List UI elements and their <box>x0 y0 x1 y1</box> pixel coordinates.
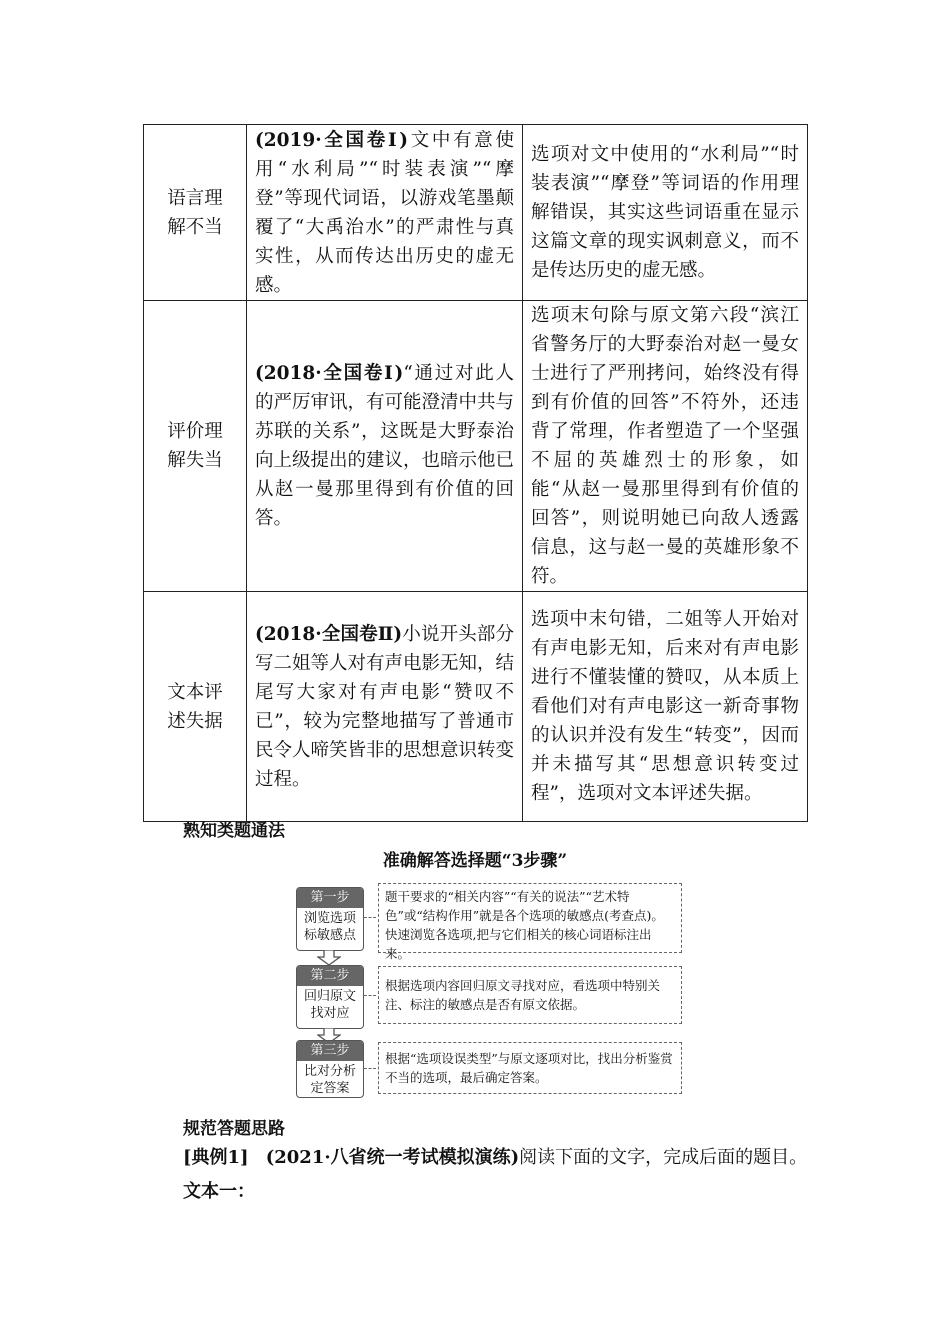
dashed-connector <box>364 995 376 996</box>
option-example-cell: (2019·全国卷Ⅰ)文中有意使用“水利局”“时装表演”“摩登”等现代词语，以游戏笔墨颠覆了“大禹治水”的严肃性与真实性，从而传达出历史的虚无感。 <box>247 125 523 301</box>
step-name: 比对分析 定答案 <box>303 1064 356 1096</box>
step-2-description: 根据选项内容回归原文寻找对应，看选项中特别关注、标注的敏感点是否有原文依据。 <box>378 966 682 1024</box>
step-1-box <box>296 887 364 951</box>
analysis-cell: 选项末句除与原文第六段“滨江省警务厅的大野泰治对赵一曼女士进行了严刑拷问，始终没有得到有价值的回答”不符外，还违背了常理，作者塑造了一个坚强不屈的英雄烈士的形象，如能“从赵一曼那里得到有价值的回答”，则说明她已向敌人透露信息，这与赵一曼的英雄形象不符。 <box>523 301 808 592</box>
example-source: (2021·八省统一考试模拟演练) <box>265 1147 520 1168</box>
example-line <box>183 1143 807 1169</box>
table-row <box>144 592 808 822</box>
dashed-connector <box>364 1068 376 1069</box>
error-type-cell: 文本评 述失据 <box>144 592 247 822</box>
analysis-cell: 选项中末句错，二姐等人开始对有声电影无知，后来对有声电影进行不懂装懂的赞叹，从本质上看他们对有声电影这一新奇事物的认识并没有发生“转变”，因而并未描写其“思想意识转变过程”，选项对文本评述失据。 <box>523 592 808 822</box>
step-label: 第三步 <box>297 1041 363 1061</box>
step-2-box <box>296 965 364 1029</box>
steps-diagram <box>296 883 692 1097</box>
step-label: 第二步 <box>297 966 363 986</box>
step-1-description: 题干要求的“相关内容”“有关的说法”“艺术特色”或“结构作用”就是各个选项的敏感点(考查点)。快速浏览各选项,把与它们相关的核心词语标注出来。 <box>378 883 682 953</box>
step-3-description: 根据“选项设误类型”与原文逐项对比，找出分析鉴赏不当的选项，最后确定答案。 <box>378 1042 682 1094</box>
error-type-table <box>143 124 808 822</box>
section-heading: 规范答题思路 <box>183 1119 285 1139</box>
down-arrow-icon <box>317 950 341 966</box>
error-type-cell: 语言理 解不当 <box>144 125 247 301</box>
dashed-connector <box>364 917 376 918</box>
section-heading: 熟知类题通法 <box>183 821 285 841</box>
steps-title: 准确解答选择题“3步骤” <box>382 851 568 871</box>
option-example-cell: (2018·全国卷Ⅱ)小说开头部分写二姐等人对有声电影无知，结尾写大家对有声电影“赞叹不已”，较为完整地描写了普通市民令人啼笑皆非的思想意识转变过程。 <box>247 592 523 822</box>
step-3-box <box>296 1040 364 1098</box>
step-label: 第一步 <box>297 888 363 908</box>
step-name: 回归原文 找对应 <box>303 989 356 1021</box>
analysis-cell: 选项对文中使用的“水利局”“时装表演”“摩登”等词语的作用理解错误，其实这些词语重在显示这篇文章的现实讽刺意义，而不是传达历史的虚无感。 <box>523 125 808 301</box>
error-type-cell: 评价理 解失当 <box>144 301 247 592</box>
example-instruction: 阅读下面的文字，完成后面的题目。 <box>519 1147 808 1168</box>
table-row <box>144 301 808 592</box>
step-name: 浏览选项 标敏感点 <box>303 911 356 943</box>
option-example-cell: (2018·全国卷Ⅰ)“通过对此人的严厉审讯，有可能澄清中共与苏联的关系”，这既是大野泰治向上级提出的建议，也暗示他已从赵一曼那里得到有价值的回答。 <box>247 301 523 592</box>
table-row <box>144 125 808 301</box>
example-label: [典例1] <box>183 1147 249 1168</box>
text-one-heading: 文本一： <box>183 1181 255 1202</box>
